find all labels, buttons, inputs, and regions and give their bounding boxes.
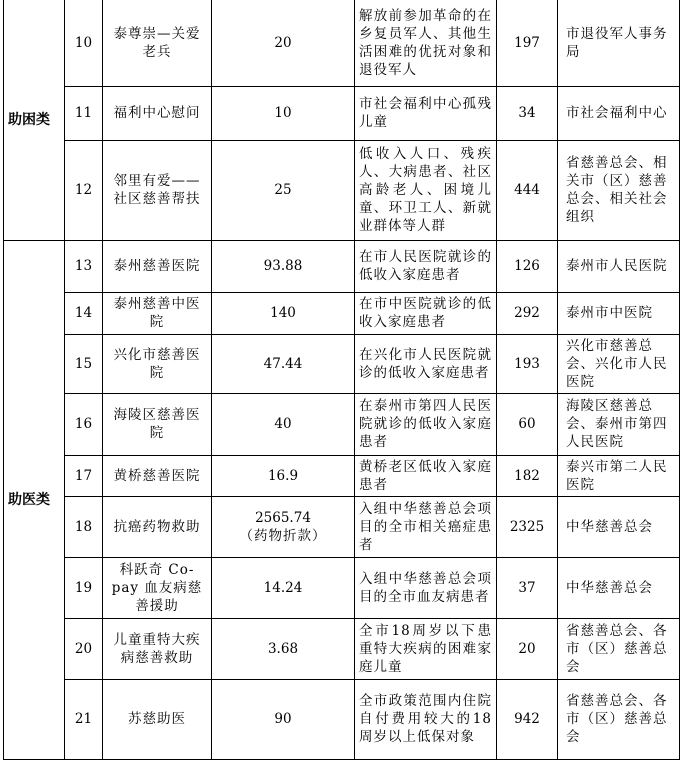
target-object: 解放前参加革命的在乡复员军人、其他生活困难的优抚对象和退役军人 <box>355 0 497 86</box>
project-name: 黄桥慈善医院 <box>103 455 212 496</box>
amount: 20 <box>212 0 355 86</box>
project-name: 科跃奇 Co-pay 血友病慈善援助 <box>103 557 212 618</box>
amount: 14.24 <box>212 557 355 618</box>
target-object: 黄桥老区低收入家庭患者 <box>355 455 497 496</box>
target-object: 入组中华慈善总会项目的全市相关癌症患者 <box>355 496 497 557</box>
table-row <box>4 393 680 455</box>
beneficiary-count: 942 <box>497 679 558 759</box>
beneficiary-count: 197 <box>497 0 558 86</box>
target-object: 入组中华慈善总会项目的全市血友病患者 <box>355 557 497 618</box>
amount: 93.88 <box>212 240 355 292</box>
beneficiary-count: 126 <box>497 240 558 292</box>
row-number: 20 <box>65 618 103 679</box>
project-name: 泰州慈善医院 <box>103 240 212 292</box>
project-name: 泰州慈善中医院 <box>103 292 212 334</box>
amount: 16.9 <box>212 455 355 496</box>
row-number: 12 <box>65 140 103 240</box>
amount: 25 <box>212 140 355 240</box>
target-object: 全市政策范围内住院自付费用较大的18周岁以上低保对象 <box>355 679 497 759</box>
implementing-org: 省慈善总会、各市（区）慈善总会 <box>558 618 680 679</box>
implementing-org: 泰州市中医院 <box>558 292 680 334</box>
row-number: 15 <box>65 334 103 393</box>
table-row <box>4 679 680 759</box>
amount: 3.68 <box>212 618 355 679</box>
amount: 2565.74 <box>255 509 311 526</box>
amount-cell <box>212 496 355 557</box>
table-row <box>4 0 680 86</box>
beneficiary-count: 37 <box>497 557 558 618</box>
beneficiary-count: 292 <box>497 292 558 334</box>
project-name: 福利中心慰问 <box>103 86 212 140</box>
target-object: 在市人民医院就诊的低收入家庭患者 <box>355 240 497 292</box>
project-name: 苏慈助医 <box>103 679 212 759</box>
table-row <box>4 496 680 557</box>
table-row <box>4 557 680 618</box>
amount-note: （药物折款） <box>239 527 327 544</box>
amount: 47.44 <box>212 334 355 393</box>
row-number: 14 <box>65 292 103 334</box>
amount: 10 <box>212 86 355 140</box>
row-number: 11 <box>65 86 103 140</box>
row-number: 19 <box>65 557 103 618</box>
target-object: 在兴化市人民医院就诊的低收入家庭患者 <box>355 334 497 393</box>
beneficiary-count: 60 <box>497 393 558 455</box>
row-number: 18 <box>65 496 103 557</box>
amount: 40 <box>212 393 355 455</box>
target-object: 在市中医院就诊的低收入家庭患者 <box>355 292 497 334</box>
target-object: 在泰州市第四人民医院就诊的低收入家庭患者 <box>355 393 497 455</box>
table-row <box>4 86 680 140</box>
target-object: 市社会福利中心孤残儿童 <box>355 86 497 140</box>
beneficiary-count: 182 <box>497 455 558 496</box>
category-label: 助医类 <box>8 491 50 508</box>
implementing-org: 省慈善总会、各市（区）慈善总会 <box>558 679 680 759</box>
row-number: 17 <box>65 455 103 496</box>
table-row <box>4 618 680 679</box>
target-object: 全市18周岁以下患重特大疾病的困难家庭儿童 <box>355 618 497 679</box>
implementing-org: 省慈善总会、相关市（区）慈善总会、相关社会组织 <box>558 140 680 240</box>
beneficiary-count: 444 <box>497 140 558 240</box>
project-name: 儿童重特大疾病慈善救助 <box>103 618 212 679</box>
amount: 140 <box>212 292 355 334</box>
beneficiary-count: 34 <box>497 86 558 140</box>
implementing-org: 海陵区慈善总会、泰州市第四人民医院 <box>558 393 680 455</box>
implementing-org: 泰州市人民医院 <box>558 240 680 292</box>
beneficiary-count: 193 <box>497 334 558 393</box>
implementing-org: 兴化市慈善总会、兴化市人民医院 <box>558 334 680 393</box>
implementing-org: 泰兴市第二人民医院 <box>558 455 680 496</box>
table-row <box>4 455 680 496</box>
amount: 90 <box>212 679 355 759</box>
project-name: 海陵区慈善医院 <box>103 393 212 455</box>
row-number: 16 <box>65 393 103 455</box>
implementing-org: 中华慈善总会 <box>558 496 680 557</box>
category-cell-kunnan <box>4 0 65 240</box>
beneficiary-count: 20 <box>497 618 558 679</box>
category-cell-yiliao <box>4 240 65 759</box>
implementing-org: 市退役军人事务局 <box>558 0 680 86</box>
table-row <box>4 334 680 393</box>
category-label: 助困类 <box>8 111 50 128</box>
project-name: 邻里有爱——社区慈善帮扶 <box>103 140 212 240</box>
table-row <box>4 140 680 240</box>
project-name: 抗癌药物救助 <box>103 496 212 557</box>
table-row <box>4 292 680 334</box>
target-object: 低收入人口、残疾人、大病患者、社区高龄老人、困境儿童、环卫工人、新就业群体等人群 <box>355 140 497 240</box>
table-row <box>4 240 680 292</box>
row-number: 13 <box>65 240 103 292</box>
implementing-org: 市社会福利中心 <box>558 86 680 140</box>
project-name: 泰尊崇—关爱老兵 <box>103 0 212 86</box>
row-number: 10 <box>65 0 103 86</box>
row-number: 21 <box>65 679 103 759</box>
project-name: 兴化市慈善医院 <box>103 334 212 393</box>
implementing-org: 中华慈善总会 <box>558 557 680 618</box>
charity-projects-table <box>3 0 680 760</box>
beneficiary-count: 2325 <box>497 496 558 557</box>
